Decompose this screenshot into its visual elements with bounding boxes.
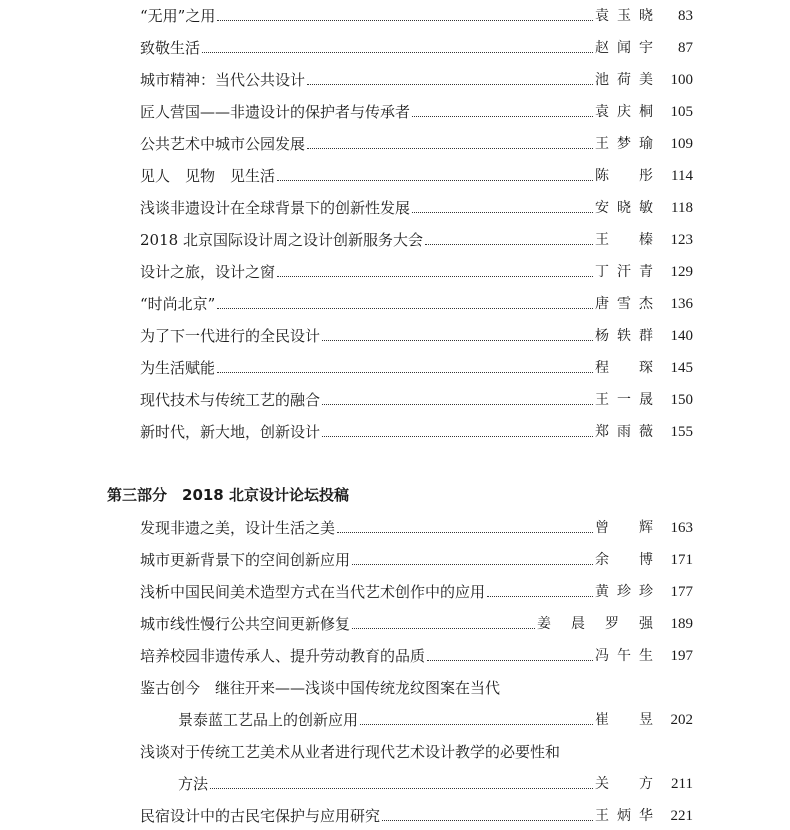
- entry-title-continued: 方法: [178, 775, 209, 793]
- section-heading: 第三部分 2018 北京设计论坛投稿: [107, 486, 349, 504]
- leader-dots: [487, 595, 593, 597]
- entry-title: 民宿设计中的古民宅保护与应用研究: [140, 807, 381, 825]
- leader-dots: [425, 243, 593, 245]
- entry-author: 崔 昱: [595, 712, 653, 728]
- toc-entry[interactable]: [140, 258, 693, 282]
- entry-title: 致敬生活: [140, 39, 201, 57]
- entry-author: 曾 辉: [595, 520, 653, 536]
- entry-page: 109: [670, 136, 693, 152]
- entry-author: 丁 汗 青: [595, 264, 653, 280]
- entry-author: 王 炳 华: [595, 808, 653, 824]
- entry-page: 118: [671, 200, 693, 216]
- entry-page: 221: [670, 808, 693, 824]
- entry-author: 王 一 晟: [595, 392, 653, 408]
- entry-title: 培养校园非遗传承人、提升劳动教育的品质: [140, 647, 426, 665]
- leader-dots: [217, 371, 593, 373]
- toc-entry[interactable]: [140, 290, 693, 314]
- entry-author: 袁 庆 桐: [595, 104, 653, 120]
- entry-author: 冯 午 生: [595, 648, 653, 664]
- toc-entry[interactable]: [140, 322, 693, 346]
- leader-dots: [277, 179, 593, 181]
- entry-author: 唐 雪 杰: [595, 296, 653, 312]
- entry-page: 150: [670, 392, 693, 408]
- entry-title: 2018 北京国际设计周之设计创新服务大会: [140, 231, 423, 249]
- entry-title: 浅析中国民间美术造型方式在当代艺术创作中的应用: [140, 583, 486, 601]
- entry-author: 余 博: [595, 552, 653, 568]
- entry-author: 池 荷 美: [595, 72, 653, 88]
- entry-title: 匠人营国——非遗设计的保护者与传承者: [140, 103, 411, 121]
- entry-title: 为了下一代进行的全民设计: [140, 327, 321, 345]
- entry-author: 关 方: [595, 776, 653, 792]
- leader-dots: [352, 563, 593, 565]
- entry-title: 为生活赋能: [140, 359, 216, 377]
- entry-page: 202: [670, 712, 693, 728]
- leader-dots: [277, 275, 593, 277]
- entry-title: 新时代，新大地，创新设计: [140, 423, 321, 441]
- leader-dots: [322, 403, 593, 405]
- entry-title: 城市线性慢行公共空间更新修复: [140, 615, 351, 633]
- entry-page: 83: [678, 8, 693, 24]
- toc-entry[interactable]: [140, 578, 693, 602]
- entry-page: 189: [670, 616, 693, 632]
- toc-entry[interactable]: [140, 226, 693, 250]
- entry-page: 171: [670, 552, 693, 568]
- toc-entry-line1[interactable]: [140, 738, 693, 762]
- entry-page: 155: [670, 424, 693, 440]
- entry-page: 177: [670, 584, 693, 600]
- toc-entry[interactable]: [140, 642, 693, 666]
- toc-entry[interactable]: [140, 514, 693, 538]
- entry-page: 100: [670, 72, 693, 88]
- entry-title: 鉴古创今 继往开来——浅谈中国传统龙纹图案在当代: [140, 679, 501, 697]
- entry-author: 王 梦 瑜: [595, 136, 653, 152]
- entry-title: 浅谈非遗设计在全球背景下的创新性发展: [140, 199, 411, 217]
- toc-entry[interactable]: [140, 66, 693, 90]
- leader-dots: [322, 435, 593, 437]
- toc-entry[interactable]: [140, 546, 693, 570]
- entry-author: 赵 闻 宇: [595, 40, 653, 56]
- entry-title: 公共艺术中城市公园发展: [140, 135, 306, 153]
- leader-dots: [412, 115, 593, 117]
- leader-dots: [427, 659, 593, 661]
- entry-author: 安 晓 敏: [595, 200, 653, 216]
- toc-entry[interactable]: [140, 34, 693, 58]
- toc-entry-line2[interactable]: [178, 770, 693, 794]
- entry-title: “时尚北京”: [140, 295, 216, 313]
- toc-entry[interactable]: [140, 802, 693, 826]
- leader-dots: [202, 51, 593, 53]
- entry-page: 114: [671, 168, 693, 184]
- leader-dots: [307, 147, 593, 149]
- toc-entry[interactable]: [140, 386, 693, 410]
- entry-title: 见人 见物 见生活: [140, 167, 276, 185]
- entry-page: 129: [670, 264, 693, 280]
- entry-title: 现代技术与传统工艺的融合: [140, 391, 321, 409]
- toc-entry-line2[interactable]: [178, 706, 693, 730]
- entry-title: 设计之旅，设计之窗: [140, 263, 276, 281]
- entry-page: 145: [670, 360, 693, 376]
- leader-dots: [412, 211, 593, 213]
- toc-entry[interactable]: [140, 2, 693, 26]
- toc-entry[interactable]: [140, 162, 693, 186]
- leader-dots: [217, 19, 593, 21]
- leader-dots: [210, 787, 593, 789]
- entry-author: 郑 雨 薇: [595, 424, 653, 440]
- entry-author: 杨 轶 群: [595, 328, 653, 344]
- entry-title-continued: 景泰蓝工艺品上的创新应用: [178, 711, 359, 729]
- toc-entry[interactable]: [140, 98, 693, 122]
- toc-entry[interactable]: [140, 354, 693, 378]
- entry-author: 程 琛: [595, 360, 653, 376]
- leader-dots: [337, 531, 593, 533]
- entry-author: 袁 玉 晓: [595, 8, 653, 24]
- toc-entry[interactable]: [140, 418, 693, 442]
- toc-entry[interactable]: [140, 194, 693, 218]
- entry-title: “无用”之用: [140, 7, 216, 25]
- entry-title: 发现非遗之美，设计生活之美: [140, 519, 336, 537]
- entry-author: 王 榛: [595, 232, 653, 248]
- entry-page: 140: [670, 328, 693, 344]
- entry-title: 浅谈对于传统工艺美术从业者进行现代艺术设计教学的必要性和: [140, 743, 561, 761]
- entry-title: 城市更新背景下的空间创新应用: [140, 551, 351, 569]
- entry-author: 姜 晨 罗 强: [537, 616, 653, 632]
- entry-title: 城市精神：当代公共设计: [140, 71, 306, 89]
- entry-page: 123: [670, 232, 693, 248]
- entry-page: 105: [670, 104, 693, 120]
- leader-dots: [217, 307, 593, 309]
- toc-entry[interactable]: [140, 130, 693, 154]
- toc-entry[interactable]: [140, 610, 693, 634]
- leader-dots: [322, 339, 593, 341]
- entry-page: 211: [671, 776, 693, 792]
- entry-page: 136: [670, 296, 693, 312]
- entry-page: 87: [678, 40, 693, 56]
- entry-author: 黄 珍 珍: [595, 584, 653, 600]
- leader-dots: [352, 627, 535, 629]
- leader-dots: [382, 819, 593, 821]
- toc-entry-line1[interactable]: [140, 674, 693, 698]
- entry-page: 197: [670, 648, 693, 664]
- leader-dots: [360, 723, 593, 725]
- entry-page: 163: [670, 520, 693, 536]
- entry-author: 陈 彤: [595, 168, 653, 184]
- leader-dots: [307, 83, 593, 85]
